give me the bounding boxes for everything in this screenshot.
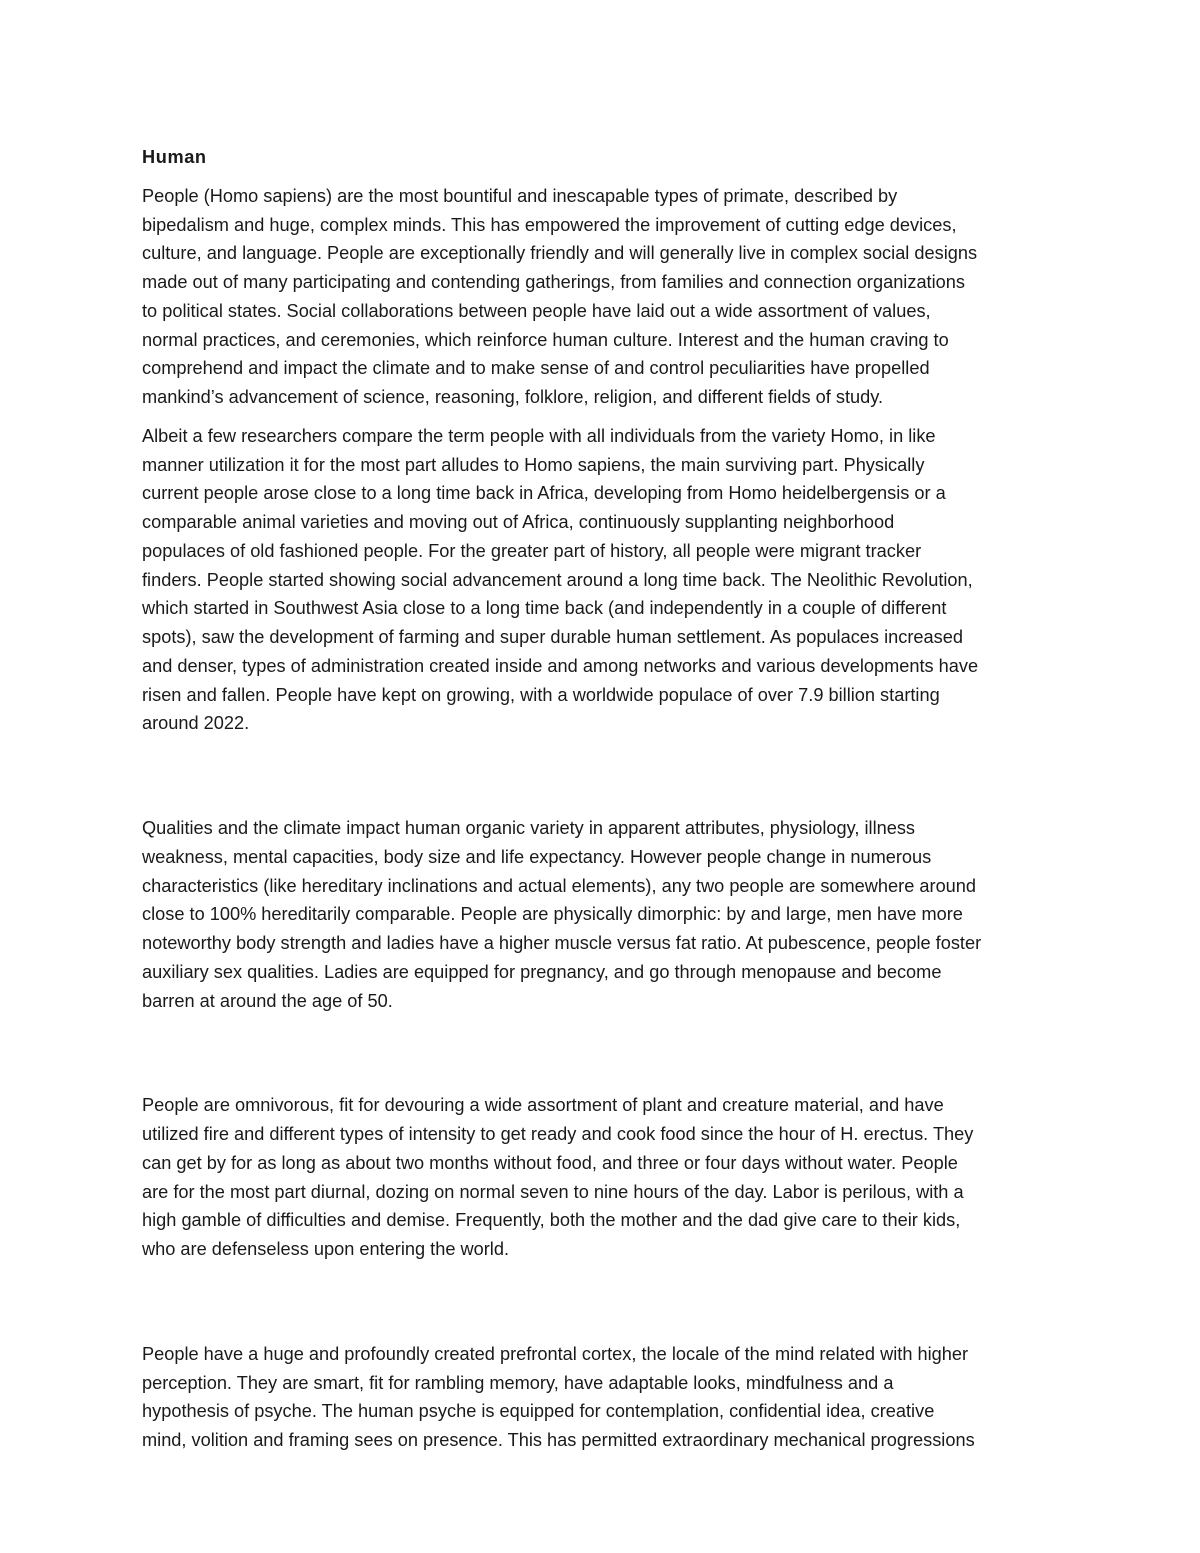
text-line: bipedalism and huge, complex minds. This has empowered the improvement of cutting edge devices, [142, 214, 957, 235]
document-title: Human [142, 147, 207, 167]
text-line: spots), saw the development of farming and super durable human settlement. As populaces increased [142, 627, 963, 647]
paragraph-spacer [142, 1302, 1062, 1340]
text-line: manner utilization it for the most part alludes to Homo sapiens, the main surviving part. Physically [142, 454, 925, 475]
text-line: comparable animal varieties and moving out of Africa, continuously supplanting neighborhood [142, 512, 895, 532]
text-line: People have a huge and profoundly created prefrontal cortex, the locale of the mind related with higher [142, 1343, 969, 1364]
paragraph-biology [142, 814, 1062, 1015]
text-line: around 2022. [142, 713, 250, 734]
paragraph-intro [142, 182, 1062, 412]
document-body [142, 143, 1062, 1455]
paragraph-spacer [142, 1015, 1062, 1053]
paragraph-spacer [142, 1264, 1062, 1302]
text-line: auxiliary sex qualities. Ladies are equipped for pregnancy, and go through menopause and become [142, 961, 942, 982]
text-line: who are defenseless upon entering the world. [142, 1239, 510, 1259]
text-line: weakness, mental capacities, body size and life expectancy. However people change in numerous [142, 846, 932, 867]
text-line: can get by for as long as about two months without food, and three or four days without water. People [142, 1152, 958, 1173]
text-line: perception. They are smart, fit for rambling memory, have adaptable looks, mindfulness and a [142, 1372, 894, 1393]
text-line: normal practices, and ceremonies, which reinforce human culture. Interest and the human craving to [142, 329, 949, 350]
text-line: made out of many participating and contending gatherings, from families and connection organizations [142, 272, 965, 292]
text-line: Albeit a few researchers compare the term people with all individuals from the variety Homo, in like [142, 425, 936, 446]
paragraph-diet [142, 1091, 1062, 1264]
paragraph-spacer [142, 776, 1062, 814]
text-line: hypothesis of psyche. The human psyche is equipped for contemplation, confidential idea, creative [142, 1401, 935, 1422]
text-line: current people arose close to a long time back in Africa, developing from Homo heidelbergensis or a [142, 483, 946, 504]
text-line: People (Homo sapiens) are the most bountiful and inescapable types of primate, described by [142, 185, 898, 206]
text-line: noteworthy body strength and ladies have a higher muscle versus fat ratio. At pubescence, people foster [142, 933, 982, 953]
paragraph-cognition [142, 1340, 1062, 1455]
paragraph-spacer [142, 738, 1062, 776]
text-line: barren at around the age of 50. [142, 990, 393, 1011]
text-line: culture, and language. People are exceptionally friendly and will generally live in complex social designs [142, 243, 978, 264]
text-line: Qualities and the climate impact human organic variety in apparent attributes, physiology, illness [142, 818, 916, 838]
text-line: to political states. Social collaborations between people have laid out a wide assortment of values, [142, 300, 931, 321]
text-line: mind, volition and framing sees on presence. This has permitted extraordinary mechanical progressions [142, 1430, 975, 1450]
text-line: comprehend and impact the climate and to make sense of and control peculiarities have propelled [142, 358, 930, 379]
text-line: high gamble of difficulties and demise. Frequently, both the mother and the dad give care to their kids, [142, 1210, 961, 1231]
text-line: are for the most part diurnal, dozing on normal seven to nine hours of the day. Labor is perilous, with a [142, 1181, 964, 1202]
text-line: characteristics (like hereditary inclinations and actual elements), any two people are somewhere around [142, 875, 977, 896]
paragraph-spacer [142, 412, 1062, 422]
text-line: finders. People started showing social advancement around a long time back. The Neolithic Revolution, [142, 569, 973, 590]
paragraph-spacer [142, 1053, 1062, 1091]
text-line: risen and fallen. People have kept on growing, with a worldwide populace of over 7.9 billion starting [142, 684, 940, 705]
text-line: which started in Southwest Asia close to a long time back (and independently in a couple of different [142, 598, 947, 619]
text-line: People are omnivorous, fit for devouring a wide assortment of plant and creature material, and have [142, 1095, 944, 1116]
text-line: populaces of old fashioned people. For the greater part of history, all people were migrant tracker [142, 540, 922, 561]
text-line: utilized fire and different types of intensity to get ready and cook food since the hour of H. erectus. They [142, 1124, 974, 1144]
text-line: close to 100% hereditarily comparable. People are physically dimorphic: by and large, men have more [142, 904, 963, 925]
text-line: and denser, types of administration created inside and among networks and various developments have [142, 655, 979, 676]
paragraph-history [142, 422, 1062, 738]
text-line: mankind’s advancement of science, reasoning, folklore, religion, and different fields of study. [142, 387, 884, 407]
